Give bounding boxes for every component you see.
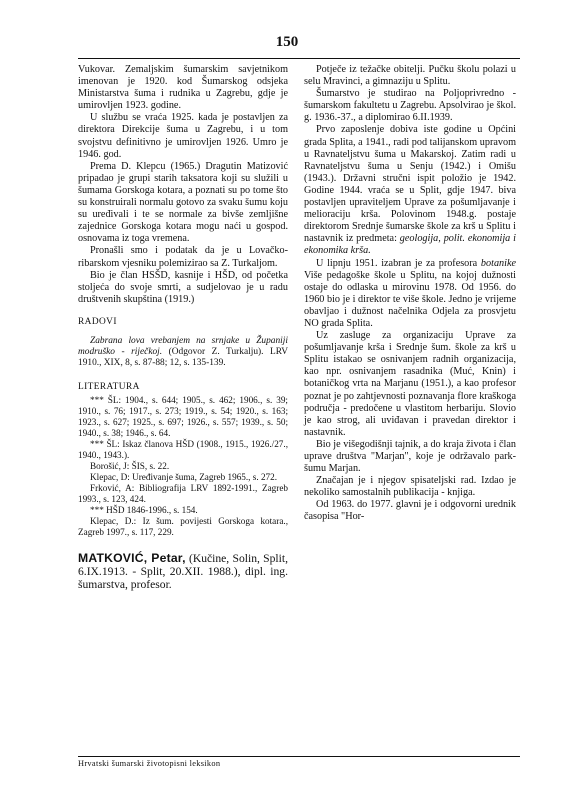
body-paragraph (304, 258, 516, 331)
literature-item: Frković, A: Bibliografija LRV 1892-1991., Zagreb 1993., s. 123, 424. (78, 483, 288, 505)
entry-name: MATKOVIĆ, Petar, (78, 551, 186, 566)
subjects-italic: geologija, polit. ekonomija i ekonomika krša. (304, 233, 516, 257)
footer-text: Hrvatski šumarski životopisni leksikon (78, 759, 221, 768)
paragraph-text: U lipnju 1951. izabran je za profesora (316, 257, 478, 269)
left-column (78, 64, 288, 592)
works-heading: RADOVI (78, 316, 117, 327)
literature-item: Klepac, D.: Iz šum. povijesti Gorskoga kotara., Zagreb 1997., s. 117, 229. (78, 516, 288, 538)
body-paragraph: Prema D. Klepcu (1965.) Dragutin Matizović pripadao je grupi starih taksatora koji su služili u šumama Gorskoga kotara, a poznati su po tome što su konstruirali normalu gotovo za svaku šumu koju su uređivali i te se normale za bivše zemljišne zajednice Gorskoga kotara mogu naći u gospod. osnovama iz toga vremena. (78, 160, 288, 245)
page-number: 150 (275, 34, 299, 50)
body-paragraph: Vukovar. Zemaljskim šumarskim savjetnikom imenovan je 1920. kod Šumarskog odsjeka Ministarstva šuma i rudnika u Zagrebu, gdje je umirovljen 1923. godine. (78, 64, 288, 112)
body-paragraph: Od 1963. do 1977. glavni je i odgovorni urednik časopisa "Hor- (304, 499, 516, 523)
body-paragraph: Potječe iz težačke obitelji. Pučku školu polazi u selu Mravinci, a gimnaziju u Splitu. (304, 64, 516, 88)
literature-item: *** ŠL: Iskaz članova HŠD (1908., 1915., 1926./27., 1940., 1943.). (78, 439, 288, 461)
literature-list (78, 395, 288, 538)
body-paragraph: Šumarstvo je studirao na Poljoprivredno - šumarskom fakultetu u Zagrebu. Apsolvirao je škol. g. 1936.-37., a diplomirao 6.II.1939. (304, 88, 516, 124)
literature-item: *** HŠD 1846-1996., s. 154. (90, 505, 198, 516)
paragraph-text: Prvo zaposlenje dobiva iste godine u Općini grada Splita, a 1941., radi pod talijanskom upravom u Ravnateljstvu šuma u Makarskoj. Zatim radi u Ravnateljstvu šuma u Senju (1942.) i Omišu (1943.). Državni stručni ispit položio je 1942. Godine 1944. vraća se u Split, gdje 1947. biva postavljen upraviteljem Uprave za pošumljavanje i melioraciju krša. Polovinom 1948.g. postaje direktorom Srednje šumarske škole za krš u Splitu i nastavnik iz predmeta: (304, 124, 516, 245)
work-citation: (Odgovor Z. Turkalju). LRV 1910., XIX, 8, s. 87-88; 12, s. 135-139. (78, 346, 288, 368)
body-paragraph (304, 124, 516, 257)
literature-item: Borošić, J: ŠIS, s. 22. (90, 461, 170, 472)
body-paragraph: U službu se vraća 1925. kada je postavljen za direktora Direkcije šuma u Zagrebu, i u tom svojstvu definitivno je umirovljen 1926. Umro je 1946. god. (78, 112, 288, 160)
literature-item: Klepac, D: Uređivanje šuma, Zagreb 1965., s. 272. (90, 472, 278, 483)
body-paragraph: Uz zasluge za organizaciju Uprave za pošumljavanje krša i Srednje šum. škole za krš u Splitu istakao se osnivanjem radnih organizacija, kao npr. osnivanjem rasadnika (Muć, Knin) i botaničkog vrta na Marjanu (1951.), a kao profesor poznat je po zahtjevnosti poznavanja flore kraškoga područja - predočene u vlastitom herbariju. Slovio je kao strog, ali uviđavan i pravedan direktor i nastavnik. (304, 330, 516, 438)
header-rule (78, 58, 520, 59)
work-title: Zabrana lova vrebanjem na srnjake u Županiji modruško - riječkoj. (78, 335, 288, 357)
subject-italic: botanike (480, 257, 517, 269)
literature-heading: LITERATURA (78, 381, 140, 392)
body-paragraph: Značajan je i njegov spisateljski rad. Izdao je nekoliko samostalnih publikacija - knjiga. (304, 475, 516, 499)
footer-rule (78, 756, 520, 757)
body-paragraph: Bio je višegodišnji tajnik, a do kraja života i član uprave društva "Marjan", koje je održavalo park-šumu Marjan. (304, 438, 516, 475)
right-column (304, 64, 516, 524)
body-paragraph: Pronašli smo i podatak da je u Lovačko-ribarskom vjesniku polemizirao sa Z. Turkaljom. (78, 245, 288, 269)
literature-item: *** ŠL: 1904., s. 644; 1905., s. 462; 1906., s. 39; 1910., s. 76; 1917., s. 273; 1919., s. 54; 1920., s. 163; 1923., s. 627; 1925., s. 697; 1926., s. 557; 1939., s. 50; 1940., s. 38; 1946., s. 64. (78, 395, 288, 439)
body-paragraph: Bio je član HSŠD, kasnije i HŠD, od početka stoljeća do svoje smrti, a sudjelovao je u radu društvenih skupština (1919.) (78, 269, 288, 305)
paragraph-text: Više pedagoške škole u Splitu, na kojoj dužnosti ostaje do odlaska u mirovinu 1978. Od 1956. do 1960 bio je i direktor te više škole. Jedno je vrijeme obavljao i dužnost načelnika Odjela za prosvjetu NO grada Splita. (304, 269, 516, 329)
entry-heading (78, 552, 288, 592)
entry-details: (Kučine, Solin, Split, 6.IX.1913. - Split, 20.XII. 1988.), dipl. ing. šumarstva, profesor. (78, 552, 288, 592)
work-entry (78, 336, 288, 369)
